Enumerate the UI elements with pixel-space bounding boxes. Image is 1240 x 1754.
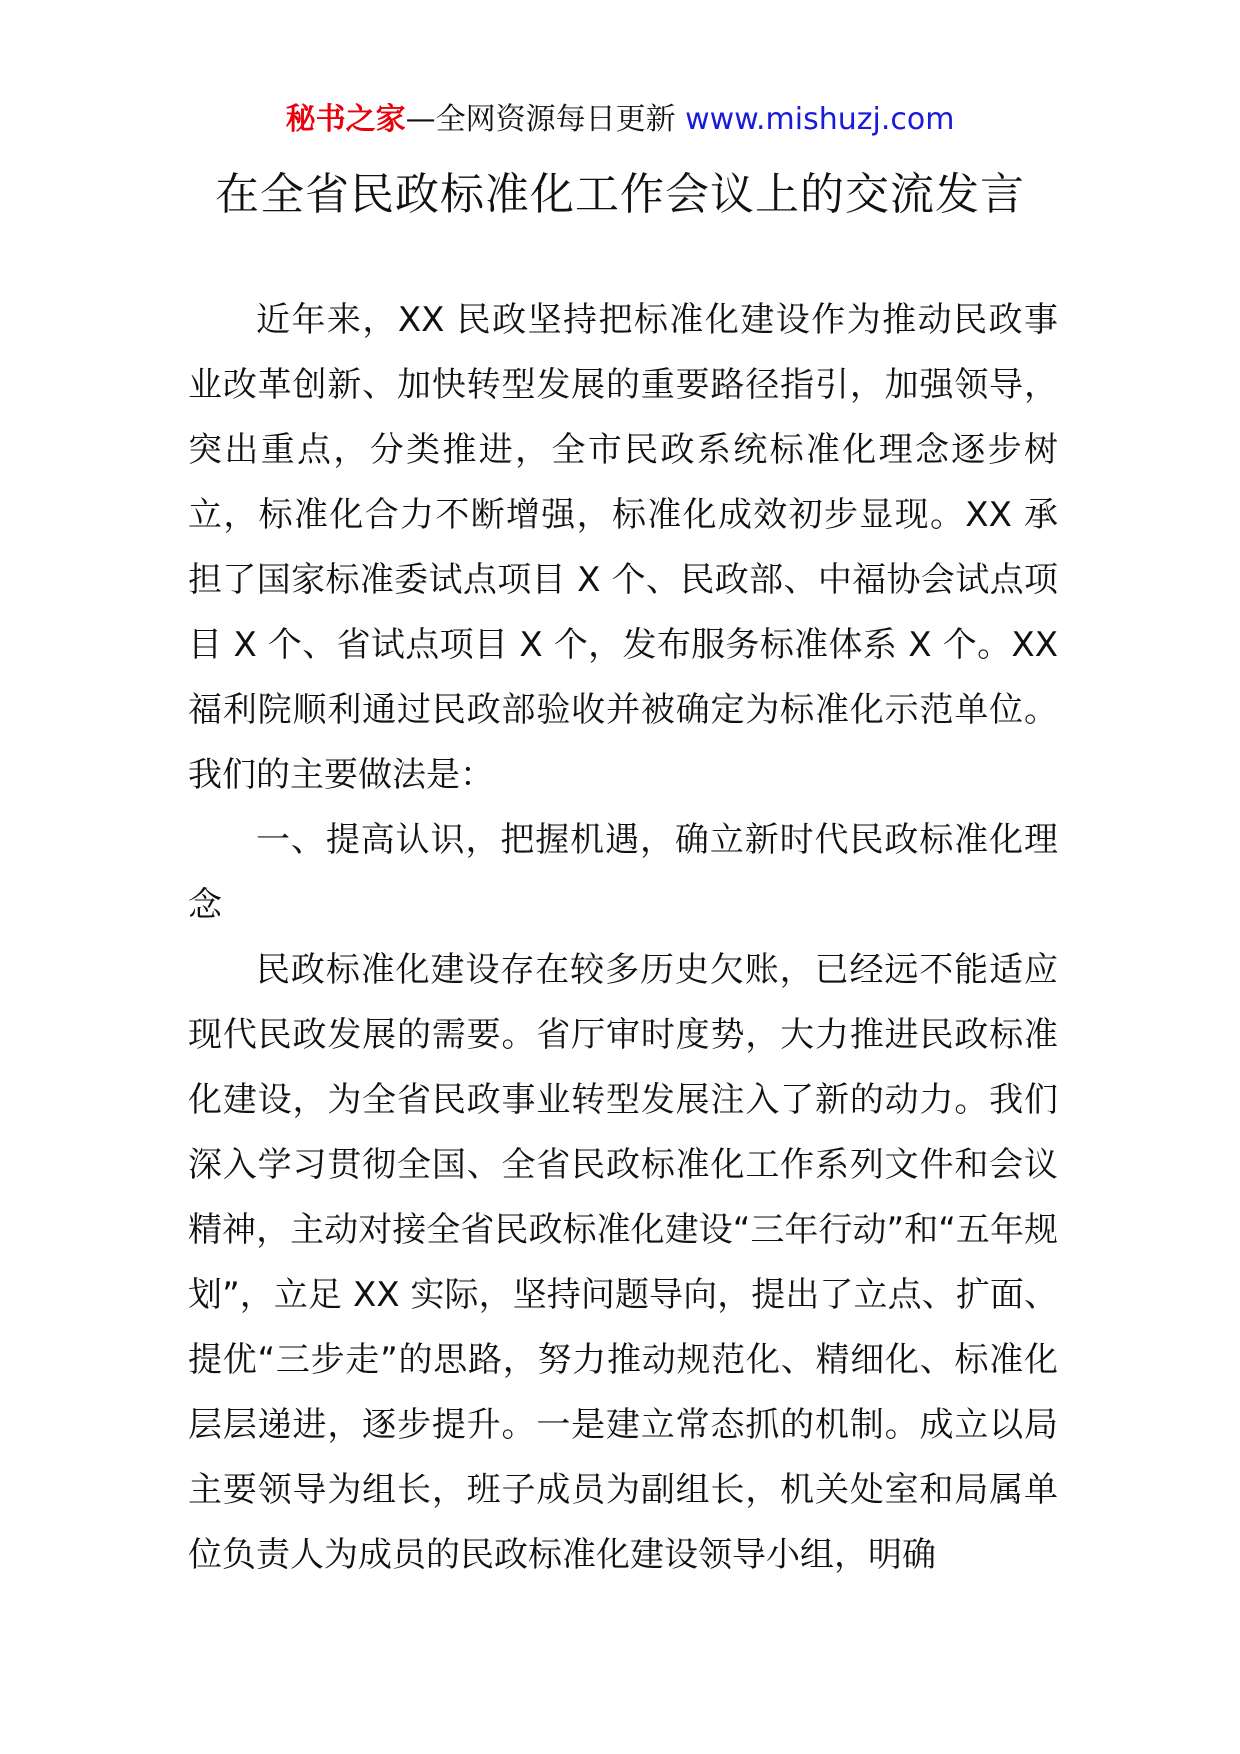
document-title: 在全省民政标准化工作会议上的交流发言 (215, 169, 1025, 220)
site-header (0, 100, 1240, 140)
paragraph-section-1: 民政标准化建设存在较多历史欠账，已经远不能适应现代民政发展的需要。省厅审时度势，大力推进民政标准化建设，为全省民政事业转型发展注入了新的动力。我们深入学习贯彻全国、全省民政标准化工作系列文件和会议精神，主动对接全省民政标准化建设“三年行动”和“五年规划”，立足 XX 实际，坚持问题导向，提出了立点、扩面、提优“三步走”的思路，努力推动规范化、精细化、标准化层层递进，逐步提升。一是建立常态抓的机制。成立以局主要领导为组长，班子成员为副组长，机关处室和局属单位负责人为成员的民政标准化建设领导小组，明确 (188, 950, 1058, 1575)
site-url-link[interactable]: www.mishuzj.com (685, 102, 955, 137)
site-tagline: —全网资源每日更新 (405, 102, 686, 137)
site-brand: 秘书之家 (285, 102, 406, 137)
section-heading-1: 一、提高认识，把握机遇，确立新时代民政标准化理念 (188, 820, 1058, 925)
document-body (188, 288, 1058, 1588)
paragraph-intro: 近年来，XX 民政坚持把标准化建设作为推动民政事业改革创新、加快转型发展的重要路径指引，加强领导，突出重点，分类推进，全市民政系统标准化理念逐步树立，标准化合力不断增强，标准化成效初步显现。XX 承担了国家标准委试点项目 X 个、民政部、中福协会试点项目 X 个、省试点项目 X 个，发布服务标准体系 X 个。XX 福利院顺利通过民政部验收并被确定为标准化示范单位。我们的主要做法是： (188, 300, 1058, 795)
